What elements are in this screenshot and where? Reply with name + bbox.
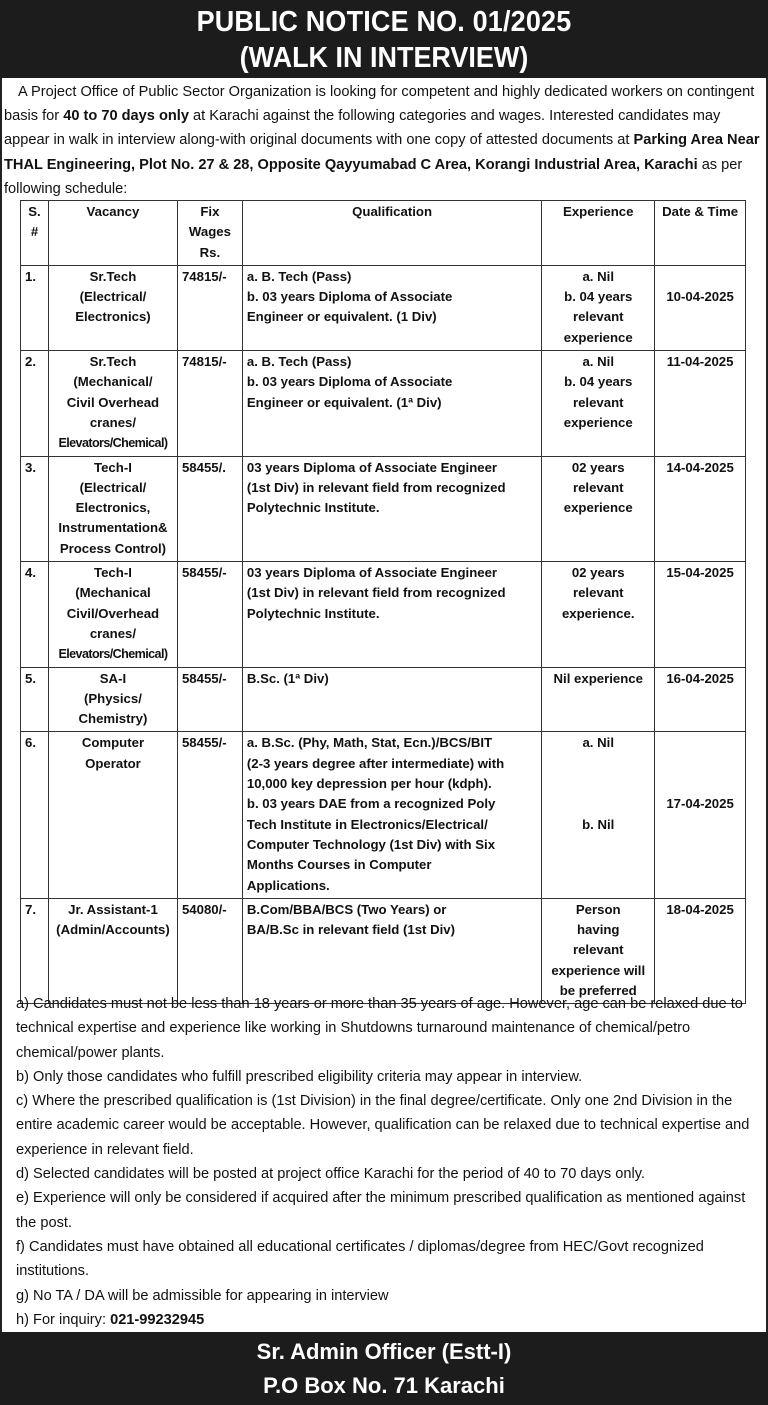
row-vacancy-line: Elevators/Chemical) — [58, 647, 168, 662]
row-vacancy-line: Computer — [81, 735, 145, 751]
row-vacancy-line: (Physics/ — [83, 690, 142, 706]
note-e: e) Experience will only be considered if acquired after the minimum prescribed qualification as mentioned against the post. — [16, 1190, 746, 1231]
row-vacancy-line: Civil Overhead — [66, 394, 160, 410]
row-vacancy-line: Tech-I — [94, 459, 132, 475]
header-qualification: Qualification — [242, 201, 541, 266]
row-experience-line: b. 04 years — [564, 289, 633, 305]
table-row — [21, 562, 746, 667]
row-qualification-line: b. 03 years Diploma of Associate — [246, 289, 453, 305]
row-experience-line: relevant — [572, 479, 624, 495]
row-experience — [542, 898, 655, 1003]
table-row — [21, 898, 746, 1003]
row-date: 14-04-2025 — [655, 456, 746, 561]
note-a: a) Candidates must not be less than 18 years or more than 35 years of age. However, age can be relaxed due to technical expertise and experience like working in Shutdowns turnaround maintenance of chemical/petro chemical/power plants. — [16, 996, 743, 1061]
row-experience-line: Person — [575, 901, 621, 917]
row-wages: 54080/- — [177, 898, 242, 1003]
row-sn: 2. — [21, 351, 49, 456]
row-qualification — [242, 265, 541, 350]
row-qualification-line: Polytechnic Institute. — [246, 605, 380, 621]
row-experience — [542, 732, 655, 898]
row-vacancy-line: Elevators/Chemical) — [58, 436, 168, 451]
row-experience-line: 02 years — [571, 459, 625, 475]
row-vacancy-line: (Mechanical — [75, 585, 151, 601]
intro-text-1: A Project Office of Public Sector Organization is looking for competent and highly dedicated workers on contingent basis for — [4, 84, 755, 125]
row-qualification — [242, 456, 541, 561]
row-experience-line: experience — [563, 329, 633, 345]
table-row — [21, 351, 746, 456]
row-vacancy-line: (Mechanical/ — [73, 374, 153, 390]
intro-paragraph — [4, 80, 764, 201]
row-experience — [542, 667, 655, 732]
row-qualification-line: (1st Div) in relevant field from recognized — [246, 585, 506, 601]
header-vacancy: Vacancy — [48, 201, 177, 266]
row-qualification-line: a. B. Tech (Pass) — [246, 354, 352, 370]
row-qualification-line: (1st Div) in relevant field from recognized — [246, 479, 506, 495]
table-row — [21, 456, 746, 561]
schedule-table — [20, 200, 746, 1004]
row-qualification-line: Tech Institute in Electronics/Electrical/ — [246, 816, 488, 832]
header-sn: S. # — [21, 201, 49, 266]
notes-section — [4, 992, 764, 1332]
row-qualification-line: b. 03 years Diploma of Associate — [246, 374, 453, 390]
row-qualification-line: Engineer or equivalent. (1 Div) — [246, 309, 437, 325]
row-vacancy-line: (Electrical/ — [79, 289, 147, 305]
row-qualification — [242, 351, 541, 456]
row-qualification-line: 03 years Diploma of Associate Engineer — [246, 565, 498, 581]
signatory-address: P.O Box No. 71 Karachi — [263, 1373, 505, 1398]
row-date: 18-04-2025 — [655, 898, 746, 1003]
row-wages: 58455/- — [177, 562, 242, 667]
row-qualification-line: Engineer or equivalent. (1ª Div) — [246, 394, 442, 410]
row-experience-line: a. Nil — [582, 354, 614, 370]
row-wages: 74815/- — [177, 351, 242, 456]
row-vacancy-line: Electronics, — [75, 500, 151, 516]
row-experience-line: relevant — [572, 309, 624, 325]
row-experience-line: a. Nil — [582, 735, 614, 751]
intro-text-3: as per following schedule: — [4, 156, 743, 197]
row-vacancy-line: cranes/ — [89, 414, 137, 430]
row-vacancy-line: Civil/Overhead — [66, 605, 160, 621]
intro-venue: Parking Area Near THAL Engineering, Plot No. 27 & 28, Opposite Qayyumabad C Area, Korangi Industrial Area, Karachi — [4, 132, 760, 173]
intro-duration: 40 to 70 days only — [63, 108, 189, 125]
row-qualification-line: Applications. — [246, 877, 330, 893]
row-qualification-line: Polytechnic Institute. — [246, 500, 380, 516]
row-qualification-line: B.Sc. (1ª Div) — [246, 670, 329, 686]
row-experience-line: b. Nil — [582, 816, 615, 832]
row-qualification-line: b. 03 years DAE from a recognized Poly — [246, 796, 496, 812]
note-h — [4, 1308, 764, 1332]
notice-footer — [0, 1332, 768, 1405]
row-experience-line: experience — [563, 414, 633, 430]
row-sn: 3. — [21, 456, 49, 561]
row-qualification — [242, 732, 541, 898]
note-f: f) Candidates must have obtained all educational certificates / diplomas/degree from HEC/Govt recognized institutions. — [16, 1238, 704, 1280]
row-qualification-line: 03 years Diploma of Associate Engineer — [246, 459, 498, 475]
row-experience-line: relevant — [572, 585, 624, 601]
row-date: 17-04-2025 — [655, 732, 746, 898]
row-experience-line: experience will — [551, 962, 646, 978]
notice-subtitle: (WALK IN INTERVIEW) — [239, 42, 529, 74]
note-c: c) Where the prescribed qualification is (1st Division) in the final degree/certificate. Only one 2nd Division in the entire academic career would be acceptable. However, qualification can be relaxed due to technical expertise and experience in relevant field. — [16, 1093, 750, 1158]
row-date: 15-04-2025 — [655, 562, 746, 667]
row-experience — [542, 456, 655, 561]
row-wages: 58455/- — [177, 732, 242, 898]
row-qualification-line: a. B. Tech (Pass) — [246, 268, 352, 284]
row-vacancy-line: Instrumentation& — [58, 520, 168, 536]
row-vacancy — [48, 562, 177, 667]
row-qualification-line: 10,000 key depression per hour (kdph). — [246, 776, 492, 792]
row-sn: 6. — [21, 732, 49, 898]
row-vacancy-line: Electronics) — [75, 309, 151, 325]
row-experience-line: experience — [563, 500, 633, 516]
row-qualification-line: (2-3 years degree after intermediate) with — [246, 755, 505, 771]
row-vacancy-line: Jr. Assistant-1 — [68, 901, 158, 917]
row-date: 10-04-2025 — [655, 265, 746, 350]
note-d: d) Selected candidates will be posted at project office Karachi for the period of 40 to 70 days only. — [16, 1166, 645, 1183]
row-wages: 74815/- — [177, 265, 242, 350]
row-sn: 1. — [21, 265, 49, 350]
notice-title: PUBLIC NOTICE NO. 01/2025 — [196, 6, 572, 38]
signatory-title: Sr. Admin Officer (Estt-I) — [256, 1339, 512, 1364]
row-experience-line: b. 04 years — [564, 374, 633, 390]
header-wages: Fix Wages Rs. — [177, 201, 242, 266]
row-qualification-line: B.Com/BBA/BCS (Two Years) or — [246, 901, 447, 917]
row-wages: 58455/. — [177, 456, 242, 561]
notice-header — [0, 0, 768, 78]
row-experience-line — [546, 794, 650, 814]
table-row — [21, 265, 746, 350]
row-experience-line: be preferred — [559, 982, 637, 998]
inquiry-label: h) For inquiry: — [16, 1311, 111, 1328]
row-experience-line: having — [576, 922, 620, 938]
row-vacancy-line: cranes/ — [89, 625, 137, 641]
row-qualification-line: a. B.Sc. (Phy, Math, Stat, Ecn.)/BCS/BIT — [246, 735, 493, 751]
row-qualification — [242, 898, 541, 1003]
row-sn: 5. — [21, 667, 49, 732]
row-sn: 7. — [21, 898, 49, 1003]
row-date: 16-04-2025 — [655, 667, 746, 732]
row-experience-line: 02 years — [571, 565, 625, 581]
row-vacancy-line: Sr.Tech — [89, 354, 137, 370]
row-experience-line: Nil experience — [553, 670, 643, 686]
header-experience: Experience — [542, 201, 655, 266]
row-vacancy — [48, 667, 177, 732]
table-row — [21, 667, 746, 732]
row-date: 11-04-2025 — [655, 351, 746, 456]
row-qualification-line: Computer Technology (1st Div) with Six — [246, 836, 496, 852]
row-vacancy-line: Tech-I — [94, 565, 132, 581]
inquiry-phone: 021-99232945 — [110, 1311, 205, 1328]
row-experience-line: relevant — [572, 394, 624, 410]
row-vacancy-line: Operator — [85, 755, 141, 771]
row-experience-line: experience. — [561, 605, 635, 621]
row-vacancy — [48, 351, 177, 456]
row-vacancy-line: SA-I — [99, 670, 127, 686]
header-date: Date & Time — [655, 201, 746, 266]
row-vacancy — [48, 265, 177, 350]
row-vacancy-line: Chemistry) — [78, 711, 148, 727]
row-qualification-line: Months Courses in Computer — [246, 857, 432, 873]
row-wages: 58455/- — [177, 667, 242, 732]
row-qualification-line: BA/B.Sc in relevant field (1st Div) — [246, 922, 456, 938]
row-vacancy-line: (Electrical/ — [79, 479, 147, 495]
row-sn: 4. — [21, 562, 49, 667]
intro-text-2: at Karachi against the following categories and wages. Interested candidates may appear in walk in interview along-with original documents with one copy of attested documents at — [4, 108, 721, 149]
row-vacancy-line: Sr.Tech — [89, 268, 137, 284]
row-vacancy — [48, 456, 177, 561]
row-qualification — [242, 562, 541, 667]
row-experience-line: relevant — [572, 942, 624, 958]
row-experience — [542, 351, 655, 456]
row-vacancy-line: Process Control) — [59, 540, 167, 556]
table-row — [21, 732, 746, 898]
row-experience-line — [546, 774, 650, 794]
note-g: g) No TA / DA will be admissible for appearing in interview — [16, 1287, 389, 1304]
row-experience-line: a. Nil — [582, 268, 614, 284]
row-qualification — [242, 667, 541, 732]
row-vacancy-line: (Admin/Accounts) — [56, 922, 170, 938]
row-vacancy — [48, 732, 177, 898]
note-b: b) Only those candidates who fulfill prescribed eligibility criteria may appear in interview. — [16, 1068, 583, 1085]
row-experience — [542, 562, 655, 667]
table-header-row — [21, 201, 746, 266]
row-experience-line — [546, 754, 650, 774]
row-experience — [542, 265, 655, 350]
row-vacancy — [48, 898, 177, 1003]
